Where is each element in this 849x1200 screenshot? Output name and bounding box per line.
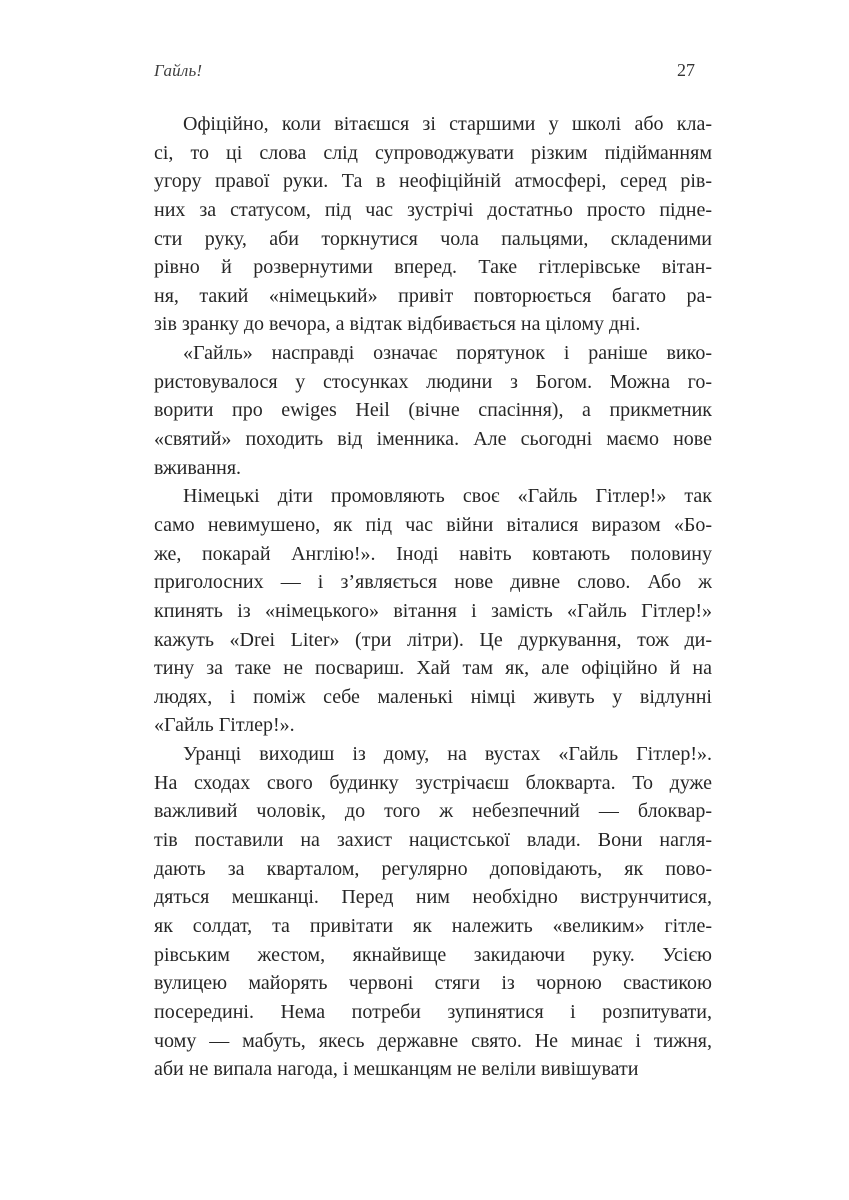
text-line: Уранці виходиш із дому, на вустах «Гайль Гітлер!».: [183, 743, 712, 766]
text-line: же, покарай Англію!». Іноді навіть ковтають половину: [154, 542, 712, 565]
text-line: тів поставили на захист нацистської влади. Вони нагля-: [154, 829, 712, 852]
paragraph: [154, 482, 712, 740]
text-line: ристовувалося у стосунках людини з Богом. Можна го-: [154, 370, 712, 393]
text-line: тину за таке не посвариш. Хай там як, але офіційно й на: [154, 657, 712, 680]
running-title: Гайль!: [154, 61, 203, 80]
page-number: 27: [677, 60, 695, 80]
text-line: вживання.: [154, 456, 242, 479]
text-line: дяться мешканці. Перед ним необхідно виструнчитися,: [154, 886, 712, 909]
text-line: зів зранку до вечора, а відтак відбивається на цілому дні.: [154, 313, 641, 336]
text-line: Офіційно, коли вітаєшся зі старшими у школі або кла-: [183, 113, 712, 135]
text-line: сі, то ці слова слід супроводжувати різким підійманням: [154, 141, 712, 164]
text-line: них за статусом, під час зустрічі достатньо просто підне-: [154, 198, 712, 221]
text-line: «святий» походить від іменника. Але сьогодні маємо нове: [154, 428, 712, 451]
text-line: рівським жестом, якнайвище закидаючи руку. Усією: [154, 943, 712, 966]
text-line: аби не випала нагода, і мешканцям не веліли вивішувати: [154, 1058, 639, 1081]
text-line: Німецькі діти промовляють своє «Гайль Гітлер!» так: [183, 485, 712, 508]
text-line: ня, такий «німецький» привіт повторюється багато ра-: [154, 284, 712, 307]
text-line: людях, і поміж себе маленькі німці живуть у відлунні: [154, 685, 712, 708]
text-line: само невимушено, як під час війни віталися виразом «Бо-: [154, 513, 712, 536]
paragraph: [154, 339, 712, 482]
text-line: чому — мабуть, якесь державне свято. Не минає і тижня,: [154, 1029, 712, 1052]
text-line: рівно й розвернутими вперед. Таке гітлерівське вітан-: [154, 256, 712, 279]
text-line: приголосних — і з’являється нове дивне слово. Або ж: [154, 571, 712, 594]
text-line: кпинять із «німецького» вітання і замість «Гайль Гітлер!»: [154, 599, 712, 622]
text-line: кажуть «Drei Liter» (три літри). Це дуркування, тож ди-: [154, 628, 712, 651]
text-line: На сходах свого будинку зустрічаєш блокварта. То дуже: [154, 771, 712, 794]
text-line: важливий чоловік, до того ж небезпечний — блоквар-: [154, 800, 712, 823]
paragraph: [154, 110, 712, 339]
text-line: «Гайль» насправді означає порятунок і раніше вико-: [183, 342, 712, 365]
page-body: [154, 110, 712, 1084]
text-line: угору правої руки. Та в неофіційній атмосфері, серед рів-: [154, 170, 712, 193]
text-line: «Гайль Гітлер!».: [154, 714, 295, 737]
running-header: [154, 60, 712, 81]
text-line: вулицею майорять червоні стяги із чорною свастикою: [154, 972, 712, 995]
paragraph: [154, 740, 712, 1084]
text-line: як солдат, та привітати як належить «великим» гітле-: [154, 914, 712, 937]
text-line: посередині. Нема потреби зупинятися і розпитувати,: [154, 1000, 712, 1023]
text-line: сти руку, аби торкнутися чола пальцями, складеними: [154, 227, 712, 250]
text-line: ворити про ewiges Heil (вічне спасіння), а прикметник: [154, 399, 712, 422]
text-line: дають за кварталом, регулярно доповідають, як пово-: [154, 857, 712, 880]
